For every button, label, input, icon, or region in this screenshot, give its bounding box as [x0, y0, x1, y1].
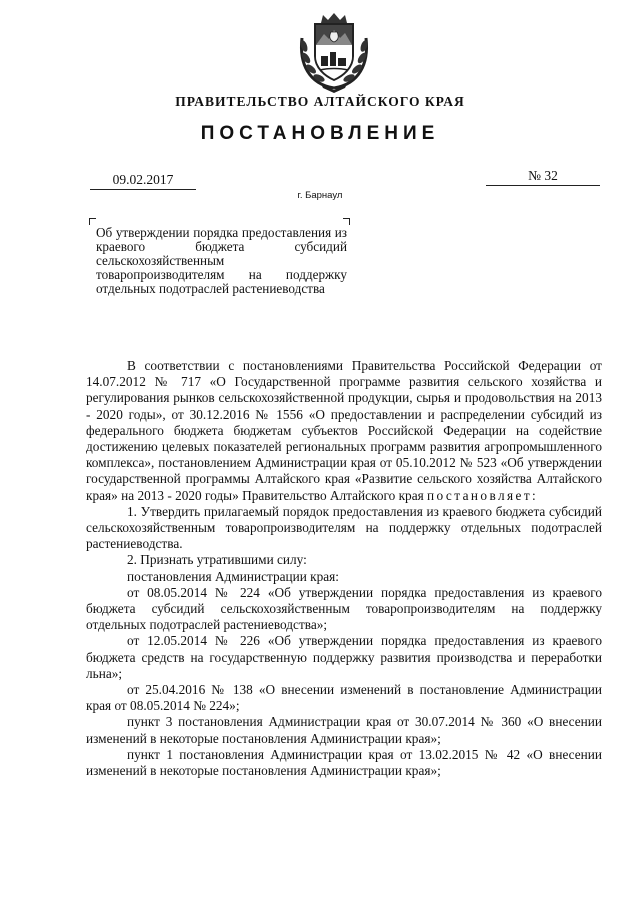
document-body: [86, 358, 602, 779]
item-1: 1. Утвердить прилагаемый порядок предоставления из краевого бюджета субсидий сельскохозяйственным товаропроизводителям на поддержку отдельных подотраслей растениеводства.: [86, 503, 602, 552]
document-number: № 32: [486, 168, 600, 186]
subject-corner-mark-left: [89, 218, 96, 225]
repealed-item: от 12.05.2014 № 226 «Об утверждении порядка предоставления из краевого бюджета средств на государственную поддержку развития производства и переработки льна»;: [86, 633, 602, 681]
item-2-intro: постановления Администрации края:: [127, 568, 339, 584]
preamble-text: В соответствии с постановлениями Правительства Российской Федерации от 14.07.2012 № 717 «О Государственной программе развития сельского хозяйства и регулирования рынков сельскохозяйственной продукции, сырья и продовольствия на 2013 - 2020 годы», от 30.12.2016 № 1556 «О предоставлении и распределении субсидий из федерального бюджета бюджетам субъектов Российской Федерации на содействие достижению целевых показателей региональных программ развития агропромышленного комплекса», постановлением Администрации края от 05.10.2012 № 523 «Об утверждении государственной программы Алтайского края «Развитие сельского хозяйства Алтайского края» на 2013 - 2020 годы» Правительство Алтайского края: [86, 358, 602, 503]
repealed-item: пункт 3 постановления Администрации края от 30.07.2014 № 360 «О внесении изменений в некоторые постановления Администрации края»;: [86, 714, 602, 746]
document-type-title: ПОСТАНОВЛЕНИЕ: [200, 123, 440, 144]
repealed-item: пункт 1 постановления Администрации края от 13.02.2015 № 42 «О внесении изменений в некоторые постановления Администрации края»;: [86, 746, 602, 779]
document-date: 09.02.2017: [90, 172, 196, 190]
organization-name: ПРАВИТЕЛЬСТВО АЛТАЙСКОГО КРАЯ: [175, 94, 465, 109]
decree-word: постановляет:: [427, 487, 539, 503]
subject-corner-mark-right: [343, 218, 350, 225]
coat-of-arms-icon: [293, 12, 375, 94]
repealed-item: от 08.05.2014 № 224 «Об утверждении порядка предоставления из краевого бюджета субсидий сельскохозяйственным товаропроизводителям на поддержку отдельных подотраслей растениеводства»;: [86, 584, 602, 633]
document-subject: Об утверждении порядка предоставления из краевого бюджета субсидий сельскохозяйственным товаропроизводителям на поддержку отдельных подотраслей растениеводства: [96, 225, 347, 296]
repealed-item: от 25.04.2016 № 138 «О внесении изменений в постановление Администрации края от 08.05.2014 № 224»;: [86, 682, 602, 714]
item-2: 2. Признать утратившими силу:: [127, 552, 307, 568]
document-city: г. Барнаул: [297, 190, 343, 201]
preamble-paragraph: [86, 358, 602, 504]
